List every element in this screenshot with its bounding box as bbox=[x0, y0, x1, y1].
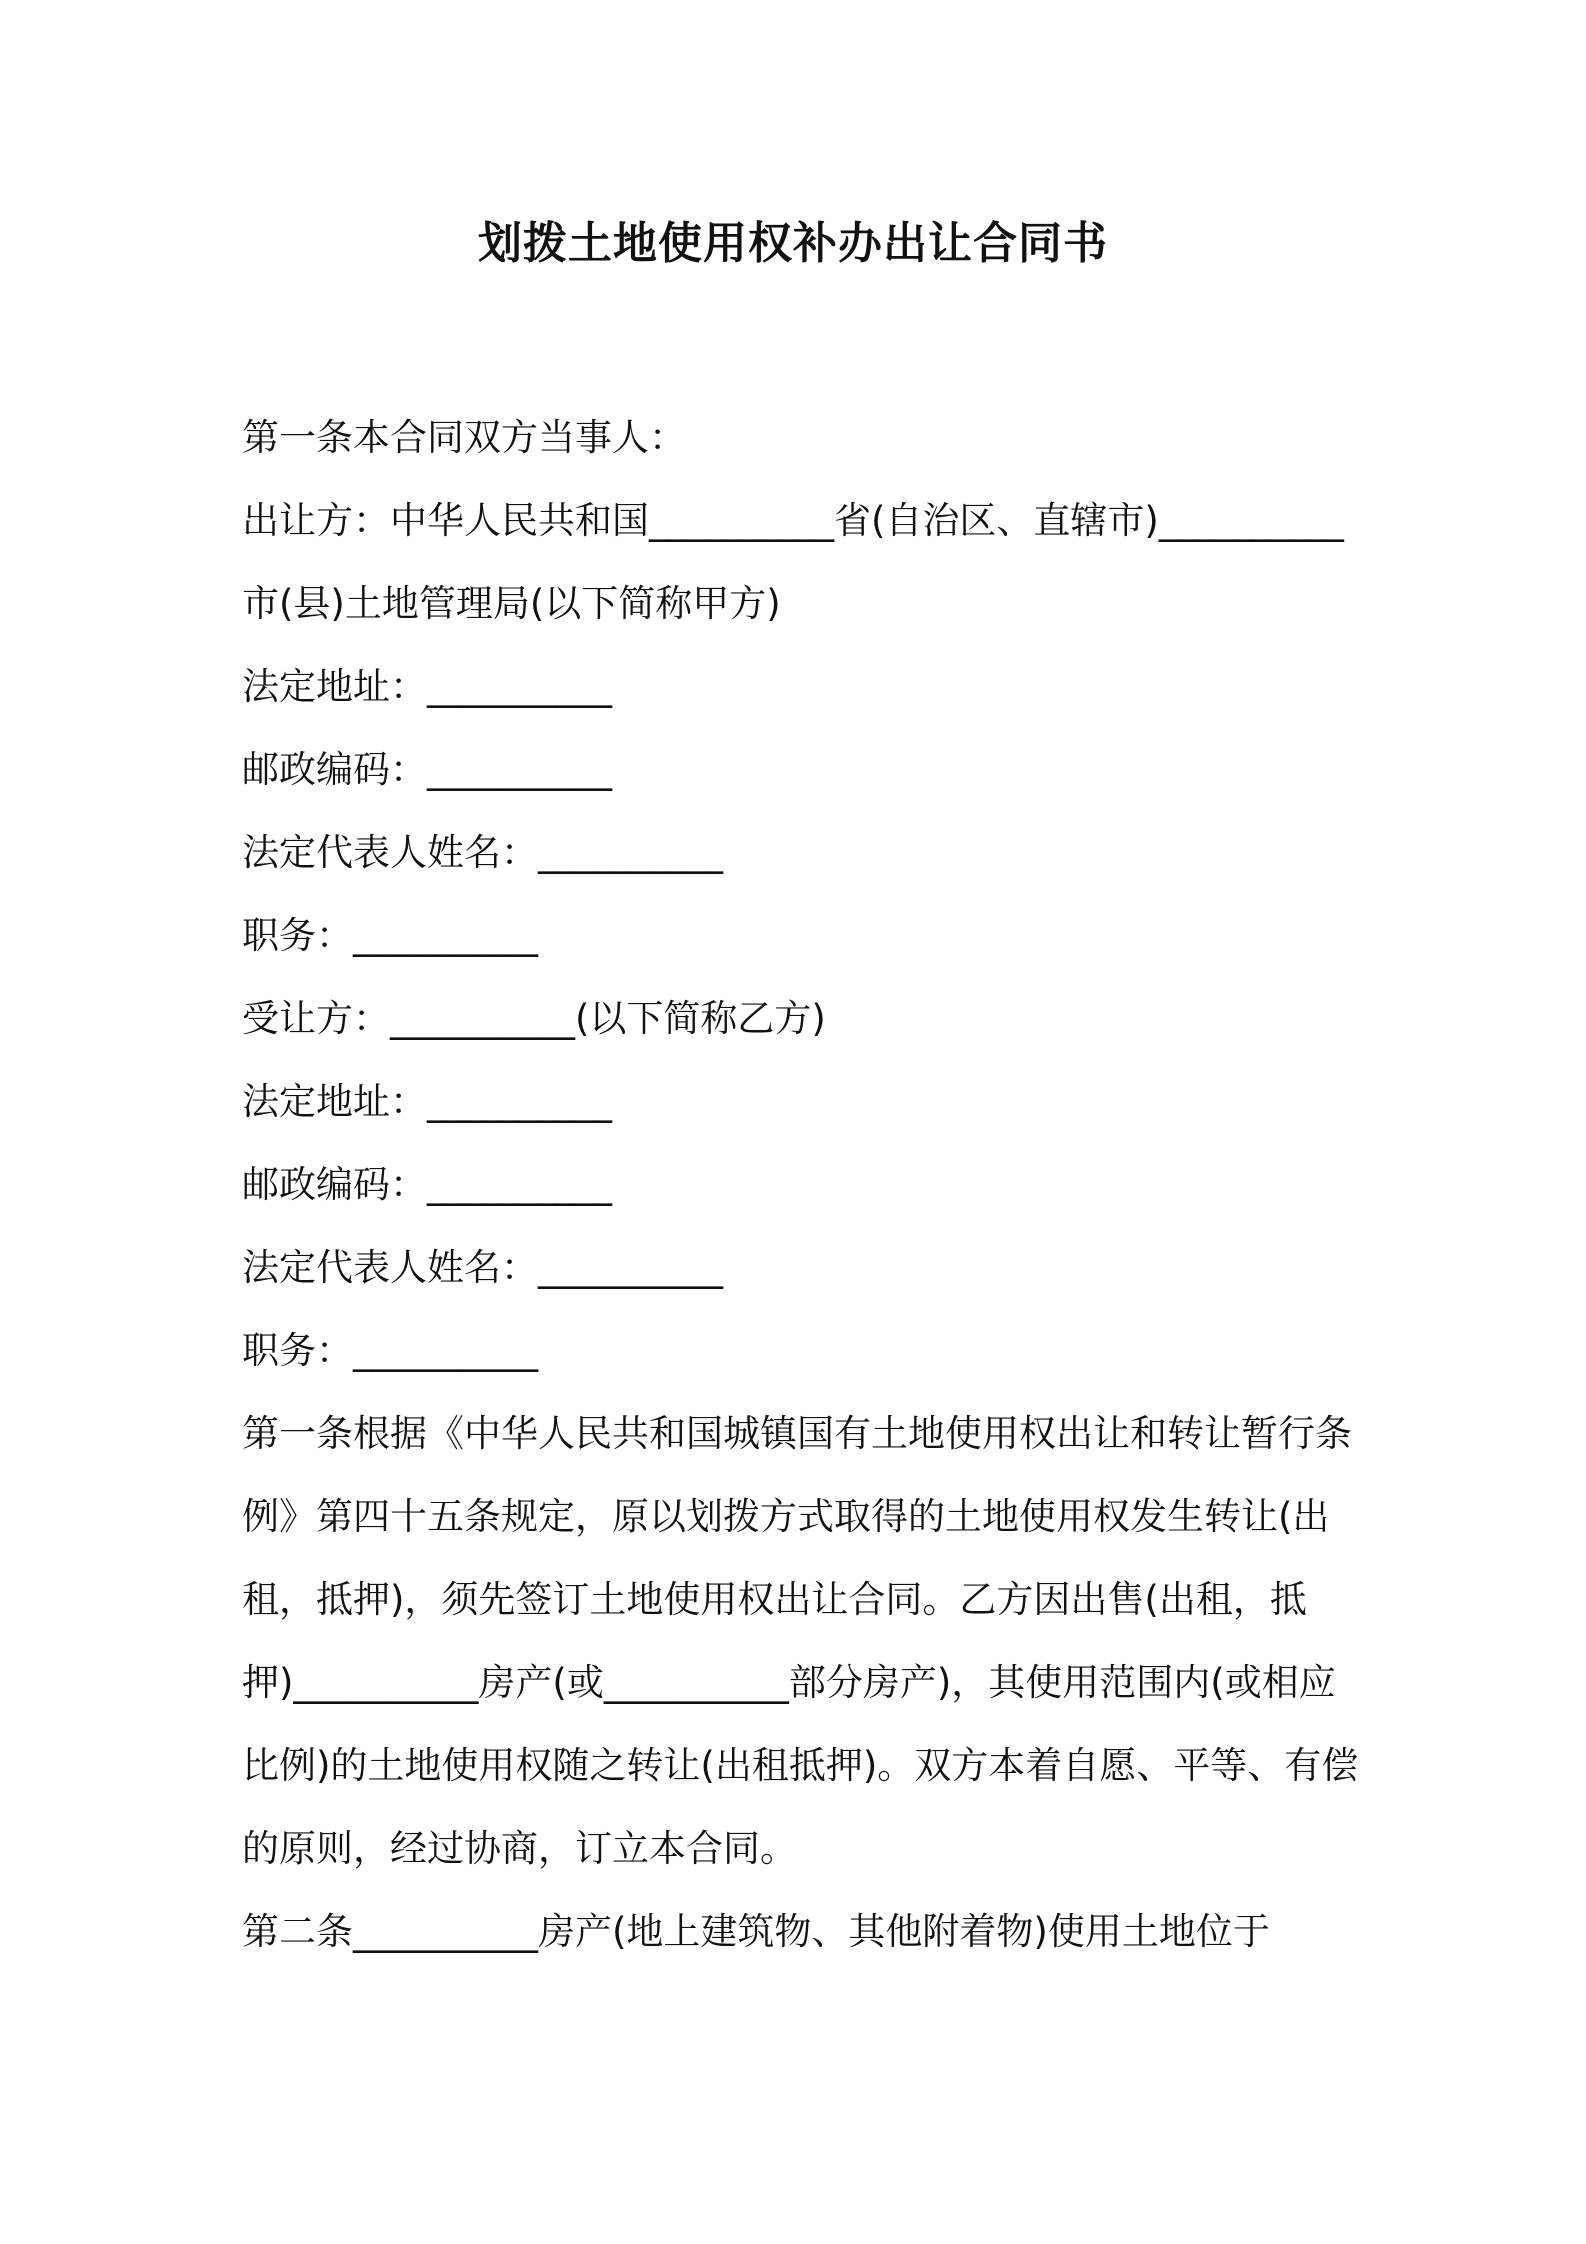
clause-heading-parties: 第一条本合同双方当事人： bbox=[242, 416, 686, 459]
transferor-address-field: 法定地址：__________ bbox=[242, 665, 612, 708]
transferor-authority-line: 市(县)土地管理局(以下简称甲方) bbox=[242, 582, 781, 625]
clause-basis-line-6: 的原则，经过协商，订立本合同。 bbox=[242, 1827, 797, 1870]
clause-basis-line-3: 租，抵押)，须先签订土地使用权出让合同。乙方因出售(出租，抵 bbox=[242, 1578, 1307, 1621]
transferor-representative-field: 法定代表人姓名：__________ bbox=[242, 831, 723, 874]
transferor-title-field: 职务：__________ bbox=[242, 914, 538, 957]
transferee-postcode-field: 邮政编码：__________ bbox=[242, 1163, 612, 1206]
clause-basis-line-5: 比例)的土地使用权随之转让(出租抵押)。双方本着自愿、平等、有偿 bbox=[242, 1744, 1359, 1787]
document-title: 划拨土地使用权补办出让合同书 bbox=[478, 218, 1108, 269]
clause-basis-line-4: 押)__________房产(或__________部分房产)，其使用范围内(或相应 bbox=[242, 1661, 1336, 1704]
clause-basis-line-1: 第一条根据《中华人民共和国城镇国有土地使用权出让和转让暂行条 bbox=[242, 1412, 1352, 1455]
transferor-line: 出让方：中华人民共和国__________省(自治区、直辖市)__________ bbox=[242, 499, 1344, 542]
transferor-postcode-field: 邮政编码：__________ bbox=[242, 748, 612, 791]
transferee-address-field: 法定地址：__________ bbox=[242, 1080, 612, 1123]
clause-basis-line-2: 例》第四十五条规定，原以划拨方式取得的土地使用权发生转让(出 bbox=[242, 1495, 1330, 1538]
transferee-representative-field: 法定代表人姓名：__________ bbox=[242, 1246, 723, 1289]
transferee-title-field: 职务：__________ bbox=[242, 1329, 538, 1372]
transferee-line: 受让方：__________(以下简称乙方) bbox=[242, 997, 826, 1040]
clause-two-line-1: 第二条__________房产(地上建筑物、其他附着物)使用土地位于 bbox=[242, 1910, 1270, 1953]
